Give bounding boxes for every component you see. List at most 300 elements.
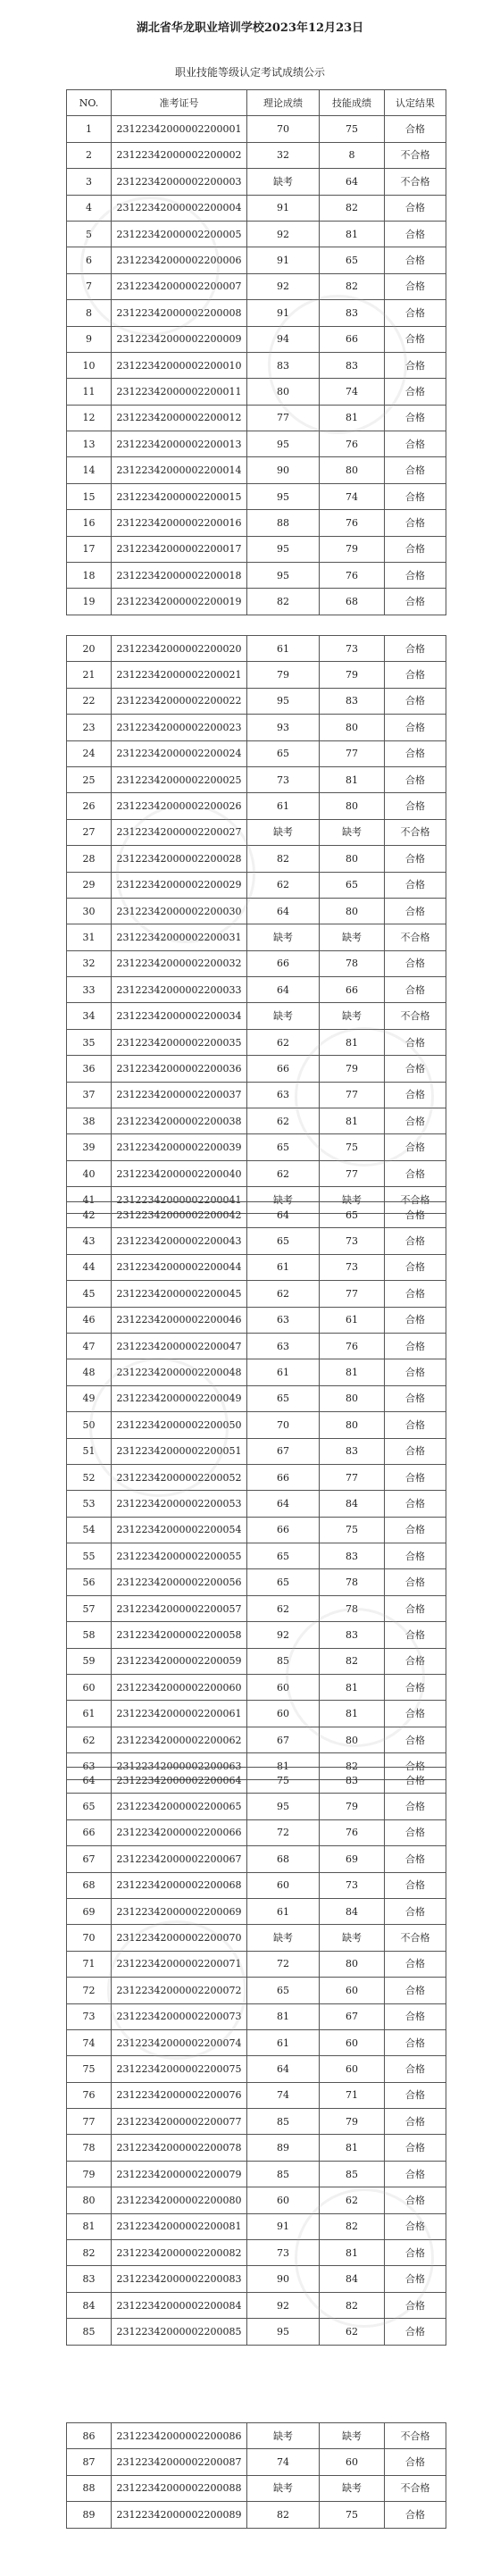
cell-theory-score: 67: [247, 1438, 320, 1464]
table-row: [67, 950, 446, 976]
cell-skill-score: 82: [320, 2213, 385, 2239]
cell-number: 52: [67, 1464, 112, 1490]
cell-theory-score: 91: [247, 195, 320, 221]
cell-theory-score: 66: [247, 950, 320, 976]
cell-number: 83: [67, 2266, 112, 2292]
cell-result: 不合格: [385, 1187, 446, 1213]
cell-exam-id: 23122342000002200005: [112, 221, 247, 247]
cell-skill-score: 68: [320, 589, 385, 615]
cell-theory-score: 61: [247, 793, 320, 819]
cell-result: 不合格: [385, 2475, 446, 2501]
cell-exam-id: 23122342000002200073: [112, 2003, 247, 2029]
cell-number: 55: [67, 1543, 112, 1569]
cell-result: 合格: [385, 195, 446, 221]
cell-skill-score: 75: [320, 1134, 385, 1160]
cell-skill-score: 79: [320, 2109, 385, 2135]
cell-number: 40: [67, 1160, 112, 1186]
cell-number: 22: [67, 688, 112, 714]
cell-result: 合格: [385, 1675, 446, 1701]
cell-result: 合格: [385, 2449, 446, 2475]
table-row: [67, 1491, 446, 1517]
cell-result: 合格: [385, 510, 446, 536]
cell-number: 31: [67, 924, 112, 950]
cell-exam-id: 23122342000002200074: [112, 2029, 247, 2055]
table-row: [67, 1359, 446, 1385]
table-row: [67, 352, 446, 378]
cell-result: 合格: [385, 2056, 446, 2082]
cell-exam-id: 23122342000002200047: [112, 1333, 247, 1359]
table-row: [67, 1872, 446, 1898]
cell-exam-id: 23122342000002200062: [112, 1727, 247, 1752]
cell-number: 17: [67, 536, 112, 562]
cell-skill-score: 79: [320, 1794, 385, 1819]
cell-skill-score: 75: [320, 2502, 385, 2528]
cell-number: 46: [67, 1307, 112, 1333]
cell-number: 65: [67, 1794, 112, 1819]
cell-skill-score: 62: [320, 2319, 385, 2345]
table-row: [67, 2056, 446, 2082]
cell-result: 合格: [385, 2319, 446, 2345]
table-row: [67, 1202, 446, 1228]
table-row: [67, 1412, 446, 1438]
cell-skill-score: 81: [320, 405, 385, 431]
cell-skill-score: 76: [320, 1819, 385, 1845]
cell-exam-id: 23122342000002200014: [112, 457, 247, 483]
cell-number: 47: [67, 1333, 112, 1359]
table-row: [67, 1029, 446, 1055]
cell-result: 合格: [385, 662, 446, 688]
cell-theory-score: 74: [247, 2082, 320, 2108]
cell-skill-score: 76: [320, 510, 385, 536]
cell-exam-id: 23122342000002200042: [112, 1202, 247, 1228]
cell-number: 21: [67, 662, 112, 688]
cell-theory-score: 缺考: [247, 924, 320, 950]
cell-theory-score: 88: [247, 510, 320, 536]
cell-number: 72: [67, 1978, 112, 2003]
table-row: [67, 688, 446, 714]
cell-number: 23: [67, 715, 112, 740]
cell-number: 14: [67, 457, 112, 483]
cell-exam-id: 23122342000002200012: [112, 405, 247, 431]
table-row: [67, 589, 446, 615]
cell-exam-id: 23122342000002200067: [112, 1846, 247, 1872]
cell-number: 86: [67, 2423, 112, 2449]
table-row: [67, 1333, 446, 1359]
cell-theory-score: 缺考: [247, 819, 320, 845]
cell-result: 合格: [385, 898, 446, 924]
cell-exam-id: 23122342000002200054: [112, 1517, 247, 1543]
cell-skill-score: 80: [320, 457, 385, 483]
results-table-block: [66, 2422, 446, 2529]
cell-number: 37: [67, 1082, 112, 1108]
cell-theory-score: 89: [247, 2135, 320, 2161]
cell-skill-score: 61: [320, 1307, 385, 1333]
cell-theory-score: 缺考: [247, 1925, 320, 1951]
results-table-block: [66, 89, 446, 615]
cell-theory-score: 82: [247, 2502, 320, 2528]
cell-exam-id: 23122342000002200053: [112, 1491, 247, 1517]
table-row: [67, 536, 446, 562]
cell-exam-id: 23122342000002200032: [112, 950, 247, 976]
page-subtitle: 职业技能等级认定考试成绩公示: [174, 66, 325, 79]
cell-number: 57: [67, 1595, 112, 1621]
cell-theory-score: 66: [247, 1056, 320, 1082]
cell-result: 不合格: [385, 1925, 446, 1951]
cell-result: 合格: [385, 766, 446, 792]
cell-number: 7: [67, 273, 112, 299]
cell-number: 69: [67, 1898, 112, 1924]
cell-result: 不合格: [385, 2423, 446, 2449]
table-row: [67, 1898, 446, 1924]
table-row: [67, 2423, 446, 2449]
cell-result: 合格: [385, 326, 446, 352]
cell-exam-id: 23122342000002200010: [112, 352, 247, 378]
cell-skill-score: 66: [320, 977, 385, 1003]
cell-exam-id: 23122342000002200065: [112, 1794, 247, 1819]
cell-theory-score: 62: [247, 1281, 320, 1307]
cell-number: 15: [67, 483, 112, 509]
cell-theory-score: 94: [247, 326, 320, 352]
cell-theory-score: 95: [247, 688, 320, 714]
cell-result: 合格: [385, 1491, 446, 1517]
cell-result: 合格: [385, 2082, 446, 2108]
cell-theory-score: 61: [247, 1898, 320, 1924]
cell-number: 44: [67, 1254, 112, 1280]
cell-number: 56: [67, 1569, 112, 1595]
cell-skill-score: 84: [320, 1491, 385, 1517]
table-row: [67, 247, 446, 273]
cell-theory-score: 95: [247, 563, 320, 589]
cell-theory-score: 81: [247, 1753, 320, 1779]
cell-theory-score: 92: [247, 221, 320, 247]
cell-theory-score: 65: [247, 1134, 320, 1160]
table-row: [67, 924, 446, 950]
cell-result: 合格: [385, 1281, 446, 1307]
cell-skill-score: 缺考: [320, 2475, 385, 2501]
cell-exam-id: 23122342000002200021: [112, 662, 247, 688]
table-row: [67, 1281, 446, 1307]
cell-exam-id: 23122342000002200072: [112, 1978, 247, 2003]
table-row: [67, 1569, 446, 1595]
cell-number: 85: [67, 2319, 112, 2345]
cell-number: 53: [67, 1491, 112, 1517]
header-skill-score: 技能成绩: [320, 90, 385, 116]
cell-result: 合格: [385, 715, 446, 740]
cell-number: 59: [67, 1648, 112, 1674]
cell-skill-score: 82: [320, 273, 385, 299]
cell-skill-score: 缺考: [320, 1187, 385, 1213]
cell-skill-score: 缺考: [320, 819, 385, 845]
cell-result: 合格: [385, 740, 446, 766]
cell-theory-score: 75: [247, 1768, 320, 1794]
cell-theory-score: 32: [247, 142, 320, 168]
table-row: [67, 1385, 446, 1411]
cell-theory-score: 60: [247, 2187, 320, 2213]
cell-theory-score: 63: [247, 1307, 320, 1333]
cell-result: 合格: [385, 352, 446, 378]
cell-skill-score: 77: [320, 1160, 385, 1186]
cell-skill-score: 81: [320, 2135, 385, 2161]
cell-theory-score: 73: [247, 2240, 320, 2266]
cell-skill-score: 65: [320, 872, 385, 898]
cell-result: 合格: [385, 1254, 446, 1280]
cell-number: 51: [67, 1438, 112, 1464]
table-row: [67, 2029, 446, 2055]
cell-result: 合格: [385, 1056, 446, 1082]
cell-exam-id: 23122342000002200088: [112, 2475, 247, 2501]
cell-skill-score: 82: [320, 195, 385, 221]
cell-result: 合格: [385, 950, 446, 976]
cell-number: 39: [67, 1134, 112, 1160]
cell-exam-id: 23122342000002200046: [112, 1307, 247, 1333]
cell-skill-score: 80: [320, 1385, 385, 1411]
cell-theory-score: 92: [247, 273, 320, 299]
table-row: [67, 169, 446, 195]
cell-number: 80: [67, 2187, 112, 2213]
cell-theory-score: 73: [247, 766, 320, 792]
cell-exam-id: 23122342000002200013: [112, 431, 247, 457]
cell-number: 12: [67, 405, 112, 431]
cell-result: 合格: [385, 1160, 446, 1186]
cell-skill-score: 84: [320, 1898, 385, 1924]
cell-result: 合格: [385, 977, 446, 1003]
cell-number: 50: [67, 1412, 112, 1438]
cell-number: 77: [67, 2109, 112, 2135]
cell-result: 合格: [385, 846, 446, 872]
cell-result: 合格: [385, 1359, 446, 1385]
cell-result: 合格: [385, 536, 446, 562]
table-row: [67, 2003, 446, 2029]
table-row: [67, 1254, 446, 1280]
cell-exam-id: 23122342000002200004: [112, 195, 247, 221]
cell-result: 不合格: [385, 819, 446, 845]
cell-theory-score: 61: [247, 1254, 320, 1280]
cell-number: 64: [67, 1768, 112, 1794]
table-row: [67, 1056, 446, 1082]
cell-exam-id: 23122342000002200043: [112, 1228, 247, 1254]
cell-theory-score: 90: [247, 457, 320, 483]
cell-exam-id: 23122342000002200061: [112, 1701, 247, 1727]
cell-exam-id: 23122342000002200068: [112, 1872, 247, 1898]
cell-skill-score: 77: [320, 1281, 385, 1307]
cell-exam-id: 23122342000002200059: [112, 1648, 247, 1674]
cell-skill-score: 74: [320, 483, 385, 509]
table-row: [67, 1768, 446, 1794]
table-row: [67, 2109, 446, 2135]
cell-result: 合格: [385, 2292, 446, 2318]
cell-result: 合格: [385, 1951, 446, 1977]
cell-number: 27: [67, 819, 112, 845]
cell-skill-score: 76: [320, 563, 385, 589]
table-row: [67, 563, 446, 589]
cell-number: 82: [67, 2240, 112, 2266]
cell-theory-score: 85: [247, 2161, 320, 2187]
cell-theory-score: 62: [247, 1108, 320, 1134]
cell-result: 合格: [385, 247, 446, 273]
cell-result: 合格: [385, 1307, 446, 1333]
cell-number: 88: [67, 2475, 112, 2501]
table-header-row: [67, 90, 446, 116]
cell-theory-score: 95: [247, 483, 320, 509]
cell-number: 66: [67, 1819, 112, 1845]
cell-skill-score: 80: [320, 1412, 385, 1438]
cell-skill-score: 79: [320, 536, 385, 562]
table-row: [67, 1925, 446, 1951]
cell-theory-score: 64: [247, 977, 320, 1003]
cell-result: 合格: [385, 1622, 446, 1648]
cell-exam-id: 23122342000002200089: [112, 2502, 247, 2528]
cell-theory-score: 60: [247, 1675, 320, 1701]
cell-exam-id: 23122342000002200001: [112, 116, 247, 142]
cell-result: 不合格: [385, 924, 446, 950]
cell-exam-id: 23122342000002200039: [112, 1134, 247, 1160]
cell-number: 54: [67, 1517, 112, 1543]
table-row: [67, 2502, 446, 2528]
cell-theory-score: 95: [247, 2319, 320, 2345]
cell-exam-id: 23122342000002200058: [112, 1622, 247, 1648]
cell-theory-score: 92: [247, 1622, 320, 1648]
cell-number: 79: [67, 2161, 112, 2187]
cell-number: 16: [67, 510, 112, 536]
table-row: [67, 1622, 446, 1648]
cell-exam-id: 23122342000002200083: [112, 2266, 247, 2292]
cell-result: 合格: [385, 1768, 446, 1794]
cell-skill-score: 81: [320, 1029, 385, 1055]
cell-number: 32: [67, 950, 112, 976]
cell-number: 25: [67, 766, 112, 792]
header-number: NO.: [67, 90, 112, 116]
table-row: [67, 300, 446, 326]
cell-exam-id: 23122342000002200037: [112, 1082, 247, 1108]
page-title: 湖北省华龙职业培训学校2023年12月23日: [136, 21, 364, 35]
cell-skill-score: 80: [320, 1951, 385, 1977]
table-row: [67, 1648, 446, 1674]
cell-result: 合格: [385, 1134, 446, 1160]
cell-theory-score: 60: [247, 1872, 320, 1898]
cell-exam-id: 23122342000002200075: [112, 2056, 247, 2082]
table-row: [67, 1307, 446, 1333]
cell-result: 合格: [385, 1846, 446, 1872]
cell-number: 2: [67, 142, 112, 168]
header-exam-id: 准考证号: [112, 90, 247, 116]
cell-exam-id: 23122342000002200002: [112, 142, 247, 168]
cell-theory-score: 65: [247, 1228, 320, 1254]
cell-skill-score: 83: [320, 1543, 385, 1569]
cell-result: 合格: [385, 300, 446, 326]
cell-number: 48: [67, 1359, 112, 1385]
cell-exam-id: 23122342000002200064: [112, 1768, 247, 1794]
cell-skill-score: 73: [320, 636, 385, 662]
table-row: [67, 116, 446, 142]
cell-skill-score: 82: [320, 2292, 385, 2318]
cell-skill-score: 84: [320, 2266, 385, 2292]
cell-result: 合格: [385, 1202, 446, 1228]
cell-skill-score: 77: [320, 1082, 385, 1108]
cell-result: 合格: [385, 872, 446, 898]
cell-theory-score: 64: [247, 1202, 320, 1228]
cell-exam-id: 23122342000002200078: [112, 2135, 247, 2161]
cell-result: 合格: [385, 2135, 446, 2161]
cell-theory-score: 缺考: [247, 2423, 320, 2449]
results-table-block: [66, 1767, 446, 2346]
cell-result: 合格: [385, 636, 446, 662]
table-row: [67, 1003, 446, 1029]
cell-skill-score: 65: [320, 247, 385, 273]
cell-number: 3: [67, 169, 112, 195]
cell-exam-id: 23122342000002200048: [112, 1359, 247, 1385]
cell-exam-id: 23122342000002200007: [112, 273, 247, 299]
cell-number: 18: [67, 563, 112, 589]
cell-theory-score: 95: [247, 536, 320, 562]
cell-theory-score: 62: [247, 1029, 320, 1055]
cell-result: 合格: [385, 221, 446, 247]
table-row: [67, 1464, 446, 1490]
cell-number: 68: [67, 1872, 112, 1898]
cell-skill-score: 81: [320, 1675, 385, 1701]
cell-number: 70: [67, 1925, 112, 1951]
cell-number: 33: [67, 977, 112, 1003]
table-row: [67, 766, 446, 792]
cell-theory-score: 81: [247, 2003, 320, 2029]
cell-result: 合格: [385, 1794, 446, 1819]
cell-exam-id: 23122342000002200070: [112, 1925, 247, 1951]
cell-number: 4: [67, 195, 112, 221]
cell-theory-score: 85: [247, 1648, 320, 1674]
cell-number: 67: [67, 1846, 112, 1872]
cell-theory-score: 63: [247, 1082, 320, 1108]
cell-result: 合格: [385, 1727, 446, 1752]
cell-number: 9: [67, 326, 112, 352]
cell-theory-score: 85: [247, 2109, 320, 2135]
cell-exam-id: 23122342000002200011: [112, 379, 247, 405]
table-row: [67, 1951, 446, 1977]
cell-result: 合格: [385, 273, 446, 299]
cell-skill-score: 80: [320, 793, 385, 819]
cell-theory-score: 65: [247, 1543, 320, 1569]
table-row: [67, 1701, 446, 1727]
cell-result: 合格: [385, 793, 446, 819]
cell-exam-id: 23122342000002200051: [112, 1438, 247, 1464]
table-row: [67, 2319, 446, 2345]
cell-result: 合格: [385, 431, 446, 457]
cell-theory-score: 65: [247, 1978, 320, 2003]
table-row: [67, 819, 446, 845]
cell-exam-id: 23122342000002200055: [112, 1543, 247, 1569]
cell-exam-id: 23122342000002200079: [112, 2161, 247, 2187]
cell-skill-score: 77: [320, 1464, 385, 1490]
cell-number: 63: [67, 1753, 112, 1779]
cell-theory-score: 缺考: [247, 169, 320, 195]
cell-exam-id: 23122342000002200026: [112, 793, 247, 819]
cell-number: 87: [67, 2449, 112, 2475]
cell-exam-id: 23122342000002200049: [112, 1385, 247, 1411]
cell-exam-id: 23122342000002200077: [112, 2109, 247, 2135]
cell-number: 75: [67, 2056, 112, 2082]
cell-skill-score: 78: [320, 1569, 385, 1595]
cell-exam-id: 23122342000002200017: [112, 536, 247, 562]
cell-exam-id: 23122342000002200045: [112, 1281, 247, 1307]
table-row: [67, 2187, 446, 2213]
cell-exam-id: 23122342000002200024: [112, 740, 247, 766]
cell-exam-id: 23122342000002200084: [112, 2292, 247, 2318]
cell-exam-id: 23122342000002200008: [112, 300, 247, 326]
cell-number: 45: [67, 1281, 112, 1307]
table-row: [67, 1846, 446, 1872]
cell-skill-score: 79: [320, 1056, 385, 1082]
cell-result: 合格: [385, 1333, 446, 1359]
cell-skill-score: 73: [320, 1228, 385, 1254]
cell-number: 61: [67, 1701, 112, 1727]
